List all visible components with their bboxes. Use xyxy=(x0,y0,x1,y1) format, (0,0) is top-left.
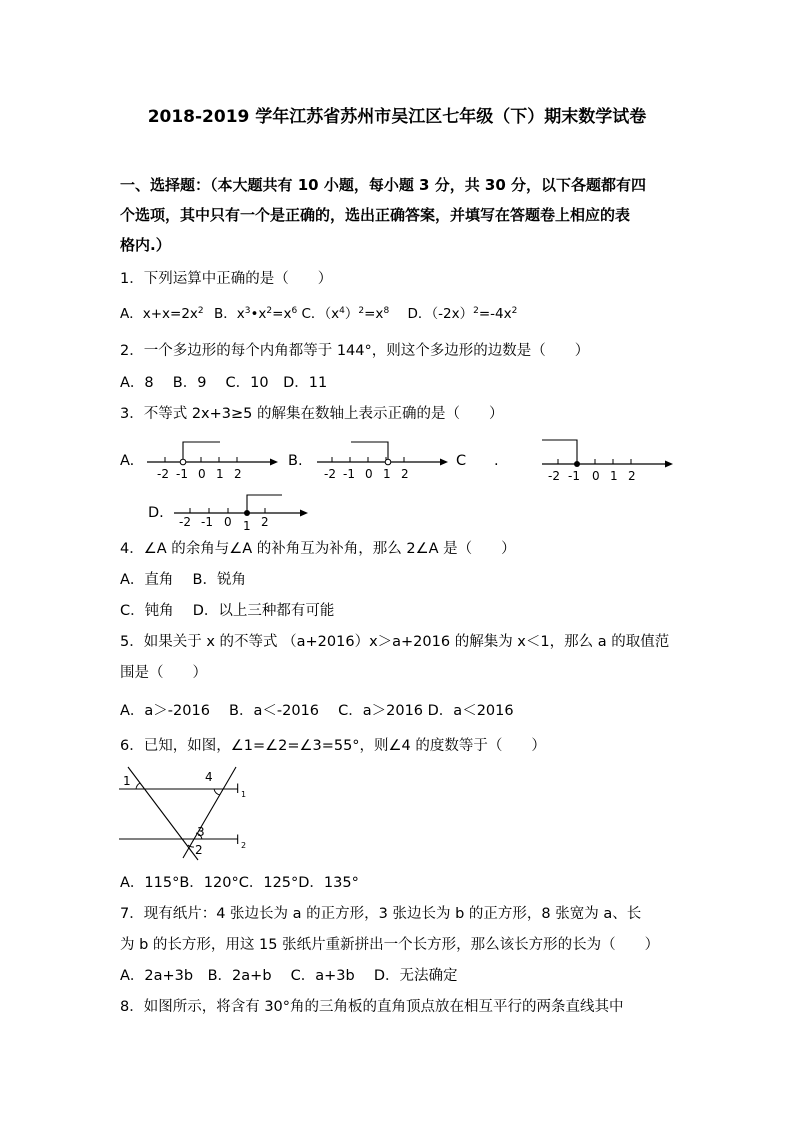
angle-2-label: 2 xyxy=(195,843,203,857)
q6-figure xyxy=(116,762,256,864)
tick-label: -2 xyxy=(548,469,560,483)
q1-stem: 1．下列运算中正确的是（ ） xyxy=(120,271,333,287)
tick-label: 2 xyxy=(628,469,636,483)
line-l2-subscript: 2 xyxy=(241,841,247,850)
q7-options: A．2a+3b B．2a+b C．a+3b D．无法确定 xyxy=(120,968,458,984)
q6-options: A．115°B．120°C．125°D．135° xyxy=(120,875,359,891)
q3-stem: 3．不等式 2x+3≥5 的解集在数轴上表示正确的是（ ） xyxy=(120,406,504,422)
q1-option-b: B．$x^3•x^2=x^6$ xyxy=(213,306,298,322)
q3-number-line-d xyxy=(172,492,312,534)
tick-label: -2 xyxy=(157,467,169,481)
tick-label: 0 xyxy=(224,515,232,529)
tick-label: 0 xyxy=(198,467,206,481)
q3-label-c-dot: . xyxy=(494,453,499,469)
tick-label: -2 xyxy=(179,515,191,529)
tick-label: 1 xyxy=(610,469,618,483)
q4-stem: 4．∠A 的余角与∠A 的补角互为补角，那么 2∠A 是（ ） xyxy=(120,541,516,557)
line-l1-label: l xyxy=(236,782,240,796)
q4-options-row1: A．直角 B．锐角 xyxy=(120,572,246,588)
q1-options xyxy=(120,305,517,323)
q2-stem: 2．一个多边形的每个内角都等于 144°，则这个多边形的边数是（ ） xyxy=(120,343,590,359)
q1-option-a: A．$x+x=2x^2$ xyxy=(120,306,204,322)
q3-label-d: D. xyxy=(148,505,164,521)
q1-option-c: C．$(x^4)^2=x^8$ xyxy=(301,306,390,322)
q5-stem-line1: 5．如果关于 x 的不等式 （a+2016）x＞a+2016 的解集为 x＜1，那么 a 的取值范 xyxy=(120,634,670,650)
tick-label: -1 xyxy=(176,467,188,481)
q3-number-line-a xyxy=(145,440,280,485)
section-heading-line1: 一、选择题：（本大题共有 10 小题，每小题 3 分，共 30 分，以下各题都有四 xyxy=(120,176,647,194)
tick-label: 1 xyxy=(383,467,391,481)
q3-label-c: C xyxy=(456,453,467,469)
tick-label: 2 xyxy=(261,515,269,529)
tick-label: 0 xyxy=(592,469,600,483)
q5-stem-line2: 围是（ ） xyxy=(120,665,207,681)
angle-3-label: 3 xyxy=(197,825,205,839)
line-l1-subscript: 1 xyxy=(241,790,247,799)
q1-option-d: D．$(-2x)^2=-4x^2$ xyxy=(407,306,518,322)
angle-4-label: 4 xyxy=(205,770,213,784)
q6-stem: 6．已知，如图，∠1=∠2=∠3=55°，则∠4 的度数等于（ ） xyxy=(120,738,546,754)
tick-label: 2 xyxy=(234,467,242,481)
q3-number-line-b xyxy=(315,440,450,485)
page-title: 2018-2019 学年江苏省苏州市吴江区七年级（下）期末数学试卷 xyxy=(147,107,647,127)
tick-label: 1 xyxy=(216,467,224,481)
q4-options-row2: C．钝角 D．以上三种都有可能 xyxy=(120,603,335,619)
q2-options: A．8 B．9 C．10 D．11 xyxy=(120,375,328,391)
q8-stem-line1: 8．如图所示，将含有 30°角的三角板的直角顶点放在相互平行的两条直线其中 xyxy=(120,999,624,1015)
section-heading-line3: 格内.） xyxy=(120,236,171,254)
tick-label: 2 xyxy=(401,467,409,481)
q7-stem-line1: 7．现有纸片：4 张边长为 a 的正方形，3 张边长为 b 的正方形，8 张宽为 a、长 xyxy=(120,906,642,922)
tick-label: -1 xyxy=(201,515,213,529)
q5-options: A．a＞-2016 B．a＜-2016 C．a＞2016 D．a＜2016 xyxy=(120,703,514,719)
tick-label: -1 xyxy=(568,469,580,483)
tick-label: -1 xyxy=(343,467,355,481)
q3-number-line-c xyxy=(540,438,675,486)
q3-label-a: A. xyxy=(120,453,135,469)
q7-stem-line2: 为 b 的长方形，用这 15 张纸片重新拼出一个长方形，那么该长方形的长为（ ） xyxy=(120,937,660,953)
section-heading-line2: 个选项，其中只有一个是正确的，选出正确答案，并填写在答题卷上相应的表 xyxy=(120,206,631,224)
tick-label: 0 xyxy=(365,467,373,481)
angle-1-label: 1 xyxy=(123,774,131,788)
tick-label: -2 xyxy=(324,467,336,481)
tick-label: 1 xyxy=(243,519,251,533)
line-l2-label: l xyxy=(236,833,240,847)
q3-label-b: B. xyxy=(288,453,303,469)
